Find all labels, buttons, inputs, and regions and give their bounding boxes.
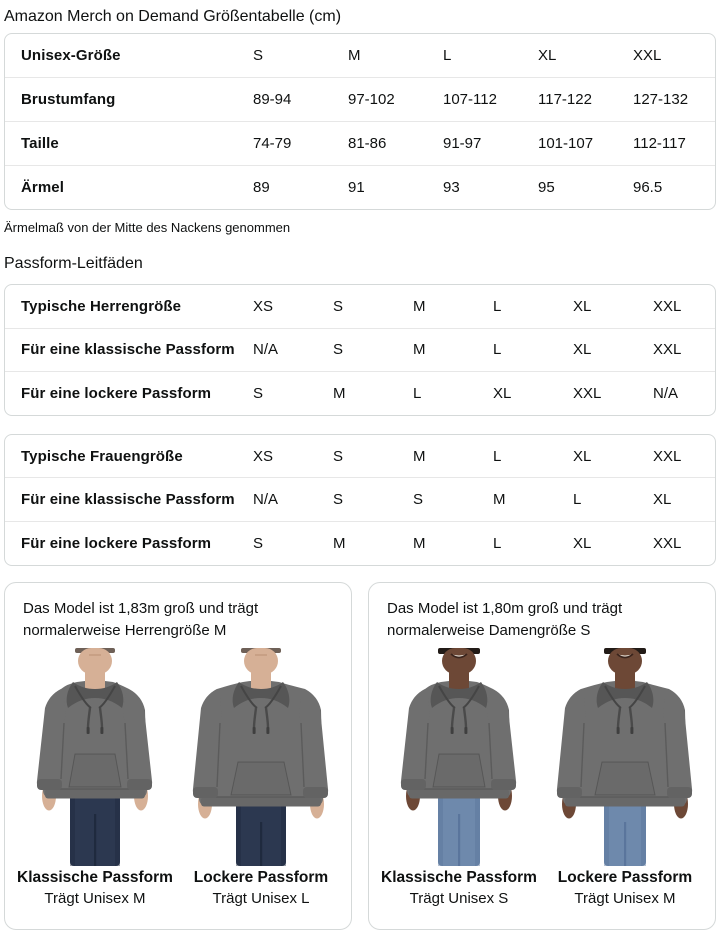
fit-table-damen-cell: XL bbox=[653, 491, 672, 509]
size-table-cell: 89 bbox=[253, 179, 270, 196]
fit-table-damen-row-label: Typische Frauengröße bbox=[21, 447, 183, 465]
hoodie-model-illustration bbox=[15, 648, 175, 866]
fit-table-damen-cell: XL bbox=[573, 447, 592, 465]
size-table-cell: 93 bbox=[443, 179, 460, 196]
hoodie-model-illustration bbox=[545, 648, 705, 866]
fit-table-damen-row bbox=[5, 521, 715, 565]
fit-table-herren-cell: M bbox=[333, 384, 346, 402]
size-table-cell: 74-79 bbox=[253, 135, 292, 152]
fit-table-herren-row bbox=[5, 328, 715, 372]
fit-table-damen-cell: M bbox=[493, 491, 506, 509]
fit-table-damen-cell: M bbox=[413, 447, 426, 465]
model-figures bbox=[369, 648, 715, 908]
model-figures bbox=[5, 648, 351, 908]
size-table-cell: 101-107 bbox=[538, 135, 594, 152]
model-card bbox=[4, 582, 352, 930]
fit-table-damen-cell: S bbox=[333, 447, 344, 465]
size-table-cell: L bbox=[443, 47, 452, 64]
fit-table-damen-cell: XXL bbox=[653, 534, 682, 552]
fit-guides-title: Passform-Leitfäden bbox=[4, 255, 143, 272]
model-figure-loose bbox=[542, 648, 708, 908]
sleeve-measure-note: Ärmelmaß von der Mitte des Nackens genommen bbox=[4, 220, 291, 235]
fit-name-caption: Lockere Passform bbox=[193, 868, 329, 886]
hoodie-model-illustration bbox=[379, 648, 539, 866]
fit-table-herren-cell: M bbox=[413, 341, 426, 359]
fit-table-damen-cell: N/A bbox=[253, 491, 279, 509]
size-table-cell: 97-102 bbox=[348, 91, 395, 108]
fit-table-herren-cell: N/A bbox=[653, 384, 679, 402]
fit-table-herren-cell: L bbox=[493, 341, 502, 359]
size-table-cell: M bbox=[348, 47, 361, 64]
model-card-title: Das Model ist 1,83m groß und trägt normalerweise Herrengröße M bbox=[23, 599, 259, 639]
fit-name-caption: Klassische Passform bbox=[17, 868, 173, 886]
fit-table-damen-cell: L bbox=[573, 491, 582, 509]
size-table-cell: 95 bbox=[538, 179, 555, 196]
size-table-cell: 112-117 bbox=[633, 135, 686, 152]
size-table-row-label: Ärmel bbox=[21, 179, 65, 196]
fit-table-herren-cell: N/A bbox=[253, 341, 279, 359]
fit-size-caption: Trägt Unisex S bbox=[409, 889, 509, 907]
fit-table-damen-cell: M bbox=[333, 534, 346, 552]
fit-size-caption: Trägt Unisex M bbox=[44, 889, 146, 907]
size-table-cell: 96.5 bbox=[633, 179, 663, 196]
fit-table-damen-cell: S bbox=[253, 534, 264, 552]
fit-table-damen-cell: S bbox=[333, 491, 344, 509]
fit-size-caption: Trägt Unisex L bbox=[212, 889, 310, 907]
model-card bbox=[368, 582, 716, 930]
size-table-cell: 91-97 bbox=[443, 135, 482, 152]
fit-table-herren-cell: S bbox=[333, 341, 344, 359]
size-table-row bbox=[5, 165, 715, 209]
fit-table-herren-cell: XL bbox=[493, 384, 512, 402]
size-table-cell: XL bbox=[538, 47, 557, 64]
size-table-cell: XXL bbox=[633, 47, 662, 64]
fit-table-herren-cell: XXL bbox=[653, 341, 682, 359]
unisex-size-table bbox=[4, 33, 716, 210]
fit-size-caption: Trägt Unisex M bbox=[574, 889, 676, 907]
fit-name-caption: Lockere Passform bbox=[557, 868, 693, 886]
size-table-cell: S bbox=[253, 47, 264, 64]
fit-table-damen-cell: XXL bbox=[653, 447, 682, 465]
fit-table-damen-cell: XL bbox=[573, 534, 592, 552]
fit-table-herren-row bbox=[5, 285, 715, 328]
model-cards bbox=[4, 582, 716, 930]
fit-name-caption: Klassische Passform bbox=[381, 868, 537, 886]
size-table-cell: 117-122 bbox=[538, 91, 592, 108]
fit-table-herren-cell: XS bbox=[253, 297, 274, 315]
fit-table-damen-cell: L bbox=[493, 534, 502, 552]
fit-table-herren-cell: L bbox=[493, 297, 502, 315]
size-table-row bbox=[5, 34, 715, 77]
womens-fit-table bbox=[4, 434, 716, 566]
hoodie-model-illustration bbox=[181, 648, 341, 866]
size-table-row-label: Brustumfang bbox=[21, 91, 116, 108]
fit-table-herren-cell: S bbox=[333, 297, 344, 315]
fit-table-herren-row bbox=[5, 371, 715, 415]
model-card-title: Das Model ist 1,80m groß und trägt normalerweise Damengröße S bbox=[387, 599, 623, 639]
fit-table-damen-row-label: Für eine lockere Passform bbox=[21, 534, 212, 552]
fit-table-damen-row bbox=[5, 477, 715, 521]
fit-table-herren-row-label: Typische Herrengröße bbox=[21, 297, 182, 315]
fit-table-damen-cell: M bbox=[413, 534, 426, 552]
fit-table-herren-cell: XXL bbox=[653, 297, 682, 315]
size-table-cell: 107-112 bbox=[443, 91, 497, 108]
size-table-cell: 81-86 bbox=[348, 135, 387, 152]
size-table-row bbox=[5, 77, 715, 121]
fit-table-damen-row-label: Für eine klassische Passform bbox=[21, 491, 235, 509]
model-figure-loose bbox=[178, 648, 344, 908]
fit-table-damen-cell: S bbox=[413, 491, 424, 509]
fit-table-herren-cell: XXL bbox=[573, 384, 602, 402]
size-table-cell: 127-132 bbox=[633, 91, 689, 108]
fit-table-herren-cell: S bbox=[253, 384, 264, 402]
fit-table-damen-cell: XS bbox=[253, 447, 274, 465]
fit-table-damen-row bbox=[5, 435, 715, 478]
size-table-cell: 89-94 bbox=[253, 91, 292, 108]
size-table-row-label: Taille bbox=[21, 135, 59, 152]
fit-table-herren-row-label: Für eine klassische Passform bbox=[21, 341, 235, 359]
fit-table-herren-cell: L bbox=[413, 384, 422, 402]
mens-fit-table bbox=[4, 284, 716, 416]
model-figure-classic bbox=[376, 648, 542, 908]
page-title: Amazon Merch on Demand Größentabelle (cm) bbox=[4, 8, 342, 25]
size-table-cell: 91 bbox=[348, 179, 365, 196]
size-table-row-label: Unisex-Größe bbox=[21, 47, 121, 64]
size-table-row bbox=[5, 121, 715, 165]
fit-table-herren-cell: XL bbox=[573, 341, 592, 359]
fit-table-herren-cell: XL bbox=[573, 297, 592, 315]
fit-table-herren-cell: M bbox=[413, 297, 426, 315]
model-figure-classic bbox=[12, 648, 178, 908]
fit-table-damen-cell: L bbox=[493, 447, 502, 465]
fit-table-herren-row-label: Für eine lockere Passform bbox=[21, 384, 212, 402]
